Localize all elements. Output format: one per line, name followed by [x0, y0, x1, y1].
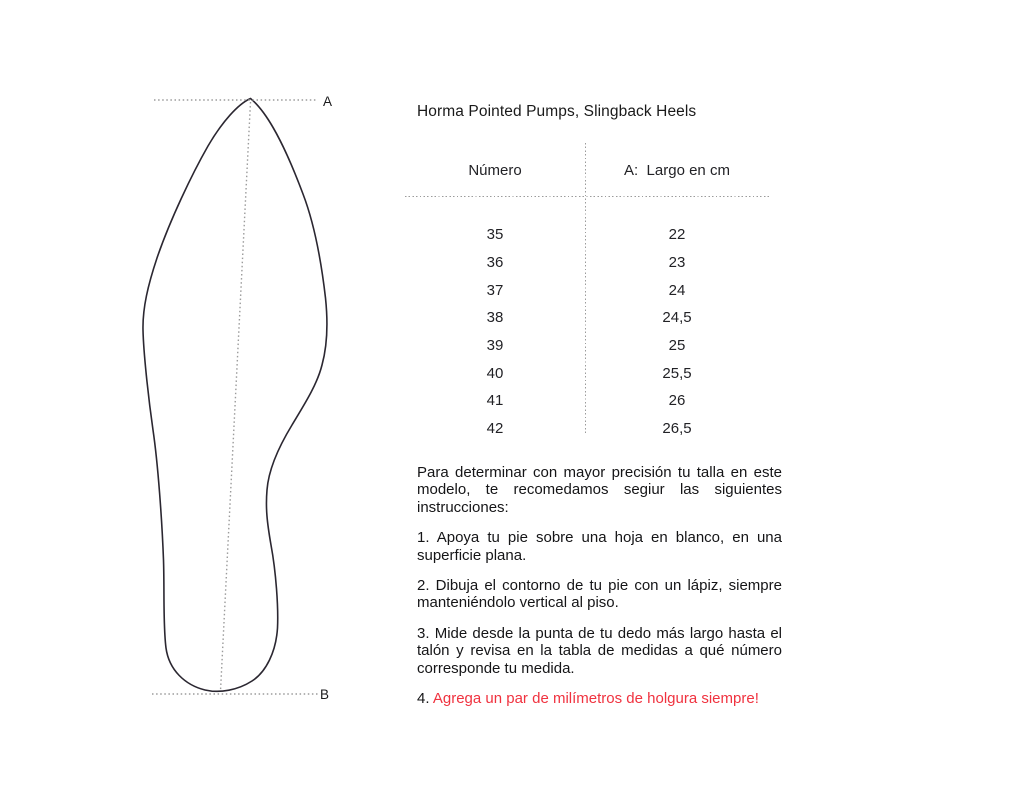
length-cell: 25 [668, 337, 686, 355]
table-row [405, 415, 769, 443]
measure-label-b: B [320, 687, 330, 702]
size-table-body [405, 221, 769, 443]
length-cell: 26,5 [662, 420, 692, 438]
size-table-header-row [405, 140, 769, 179]
size-cell: 41 [486, 392, 504, 410]
size-cell: 38 [486, 309, 504, 327]
step-4-highlight: Agrega un par de milímetros de holgura siempre! [432, 690, 759, 708]
size-table-header-length: A: Largo en cm [624, 162, 730, 179]
table-row [405, 304, 769, 332]
instruction-step-3: 3. Mide desde la punta de tu dedo más largo hasta el talón y revisa en la tabla de medidas a qué número corresponde tu medida. [417, 624, 782, 677]
sole-diagram [0, 0, 360, 791]
length-cell: 23 [668, 254, 686, 272]
table-row [405, 359, 769, 387]
table-row [405, 221, 769, 249]
length-cell: 22 [668, 226, 686, 244]
measure-label-a: A [323, 94, 333, 109]
size-table-header-number: Número [468, 162, 522, 179]
instruction-step-4 [417, 690, 782, 707]
size-cell: 37 [486, 281, 504, 299]
size-cell: 42 [486, 420, 504, 438]
instruction-step-1: 1. Apoya tu pie sobre una hoja en blanco, en una superficie plana. [417, 529, 782, 564]
length-cell: 24 [668, 281, 686, 299]
instructions [417, 464, 782, 707]
instruction-step-2: 2. Dibuja el contorno de tu pie con un lápiz, siempre manteniéndolo vertical al piso. [417, 577, 782, 612]
page-title: Horma Pointed Pumps, Slingback Heels [417, 103, 697, 120]
measure-line-center [221, 102, 251, 691]
size-cell: 40 [486, 364, 504, 382]
instructions-intro: Para determinar con mayor precisión tu talla en este modelo, te recomedamos segiur las siguientes instrucciones: [417, 464, 782, 516]
length-cell: 24,5 [662, 309, 692, 327]
table-horizontal-divider [405, 196, 769, 197]
table-row [405, 249, 769, 277]
size-table [405, 140, 769, 452]
step-4-number: 4. [417, 690, 433, 708]
table-row [405, 276, 769, 304]
table-row [405, 332, 769, 360]
length-cell: 26 [668, 392, 686, 410]
length-cell: 25,5 [662, 364, 692, 382]
sole-outline [143, 99, 327, 692]
table-row [405, 387, 769, 415]
size-cell: 35 [486, 226, 504, 244]
size-cell: 39 [486, 337, 504, 355]
size-cell: 36 [486, 254, 504, 272]
